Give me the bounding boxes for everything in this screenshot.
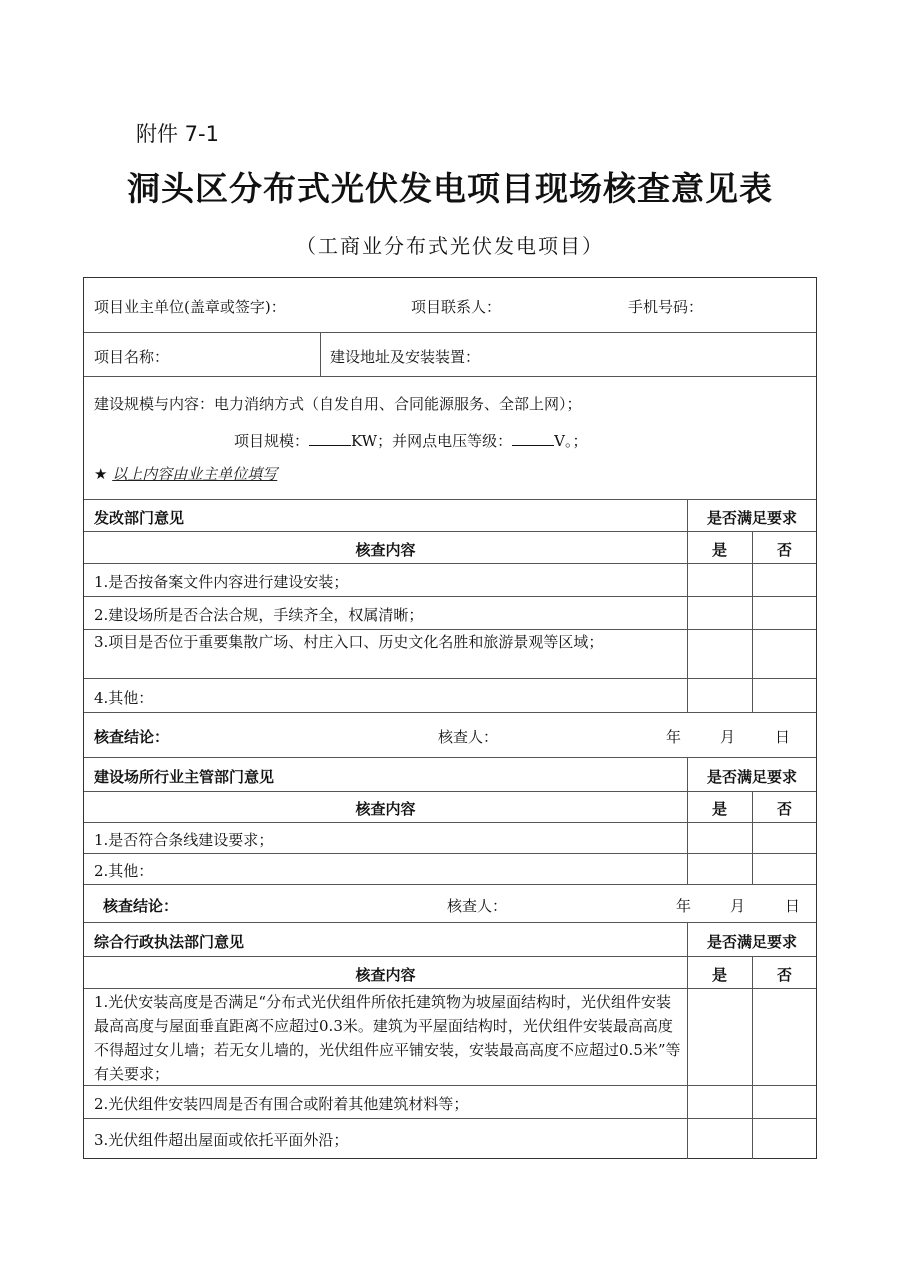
conclusion-label: 核查结论： — [103, 897, 179, 915]
check-item-text: 1.是否按备案文件内容进行建设安装； — [94, 573, 349, 591]
check-content-header — [84, 531, 816, 563]
section-title: 发改部门意见 — [94, 509, 185, 527]
check-content-label: 核查内容 — [355, 966, 416, 984]
section-header — [84, 499, 816, 531]
conclusion-label: 核查结论： — [94, 728, 170, 746]
no-label: 否 — [776, 800, 792, 818]
address-label: 建设地址及安装装置： — [330, 348, 481, 366]
check-content-header — [84, 956, 816, 988]
contact-label: 项目联系人： — [411, 298, 502, 316]
check-content-label: 核查内容 — [355, 541, 416, 559]
divider — [320, 333, 321, 376]
checker-label: 核查人： — [447, 897, 508, 915]
meets-requirement-label: 是否满足要求 — [706, 509, 797, 527]
yes-label: 是 — [711, 966, 727, 984]
month-label: 月 — [720, 728, 736, 746]
conclusion-row — [84, 712, 816, 757]
meets-requirement-label: 是否满足要求 — [706, 933, 797, 951]
check-item-row — [84, 988, 816, 1085]
owner-unit-label: 项目业主单位(盖章或签字)： — [94, 298, 286, 316]
page-subtitle: （工商业分布式光伏发电项目） — [296, 234, 604, 258]
check-item-row — [84, 1085, 816, 1118]
scale-content-text: 建设规模与内容：电力消纳方式（自发自用、合同能源服务、全部上网）； — [94, 395, 582, 413]
year-label: 年 — [666, 728, 682, 746]
check-item-row — [84, 1118, 816, 1159]
scale-v-text: V。； — [554, 432, 588, 450]
checker-label: 核查人： — [438, 728, 499, 746]
phone-label: 手机号码： — [628, 298, 704, 316]
yes-label: 是 — [711, 541, 727, 559]
scale-prefix: 项目规模： — [234, 432, 310, 450]
project-name-row — [84, 332, 816, 376]
page-title: 洞头区分布式光伏发电项目现场核查意见表 — [127, 169, 773, 208]
owner-note-text: 以上内容由业主单位填写 — [112, 465, 278, 483]
yes-label: 是 — [711, 800, 727, 818]
check-item-row — [84, 629, 816, 678]
check-content-header — [84, 791, 816, 822]
check-item-text: 2.建设场所是否合法合规，手续齐全，权属清晰； — [94, 606, 424, 624]
check-item-text: 2.其他： — [94, 862, 154, 880]
check-item-text: 1.是否符合条线建设要求； — [94, 831, 274, 849]
check-content-label: 核查内容 — [355, 800, 416, 818]
year-label: 年 — [676, 897, 692, 915]
check-item-text: 3.光伏组件超出屋面或依托平面外沿； — [94, 1131, 349, 1149]
no-label: 否 — [776, 541, 792, 559]
month-label: 月 — [730, 897, 746, 915]
section-header — [84, 922, 816, 956]
kw-blank — [309, 431, 351, 446]
check-item-row — [84, 563, 816, 596]
check-item-text: 4.其他： — [94, 689, 154, 707]
check-item-row — [84, 596, 816, 629]
day-label: 日 — [785, 897, 801, 915]
check-item-text: 3.项目是否位于重要集散广场、村庄入口、历史文化名胜和旅游景观等区域； — [94, 633, 604, 651]
section-title: 建设场所行业主管部门意见 — [94, 768, 275, 786]
check-item-text: 1.光伏安装高度是否满足“分布式光伏组件所依托建筑物为坡屋面结构时，光伏组件安装最高高度与屋面垂直距离不应超过0.3米。建筑为平屋面结构时，光伏组件安装最高高度不得超过女儿墙；若无女儿墙的，光伏组件应平铺安装，安装最高高度不应超过0.5米”等有关要求； — [94, 993, 681, 1083]
conclusion-row — [84, 884, 816, 922]
check-item-row — [84, 678, 816, 712]
meets-requirement-label: 是否满足要求 — [706, 768, 797, 786]
scale-row — [84, 376, 816, 499]
check-item-row — [84, 853, 816, 884]
section-title: 综合行政执法部门意见 — [94, 933, 245, 951]
scale-kw-text: KW；并网点电压等级： — [351, 432, 513, 450]
check-item-row — [84, 822, 816, 853]
star-icon: ★ — [94, 465, 108, 483]
day-label: 日 — [775, 728, 791, 746]
inspection-form — [83, 277, 817, 1159]
voltage-blank — [512, 431, 554, 446]
attachment-label: 附件 7-1 — [136, 122, 219, 146]
section-header — [84, 757, 816, 791]
no-label: 否 — [776, 966, 792, 984]
scale-values-line — [234, 430, 587, 451]
owner-note — [94, 463, 277, 484]
project-name-label: 项目名称： — [94, 348, 170, 366]
owner-contact-row — [84, 278, 816, 332]
check-item-text: 2.光伏组件安装四周是否有围合或附着其他建筑材料等； — [94, 1095, 469, 1113]
